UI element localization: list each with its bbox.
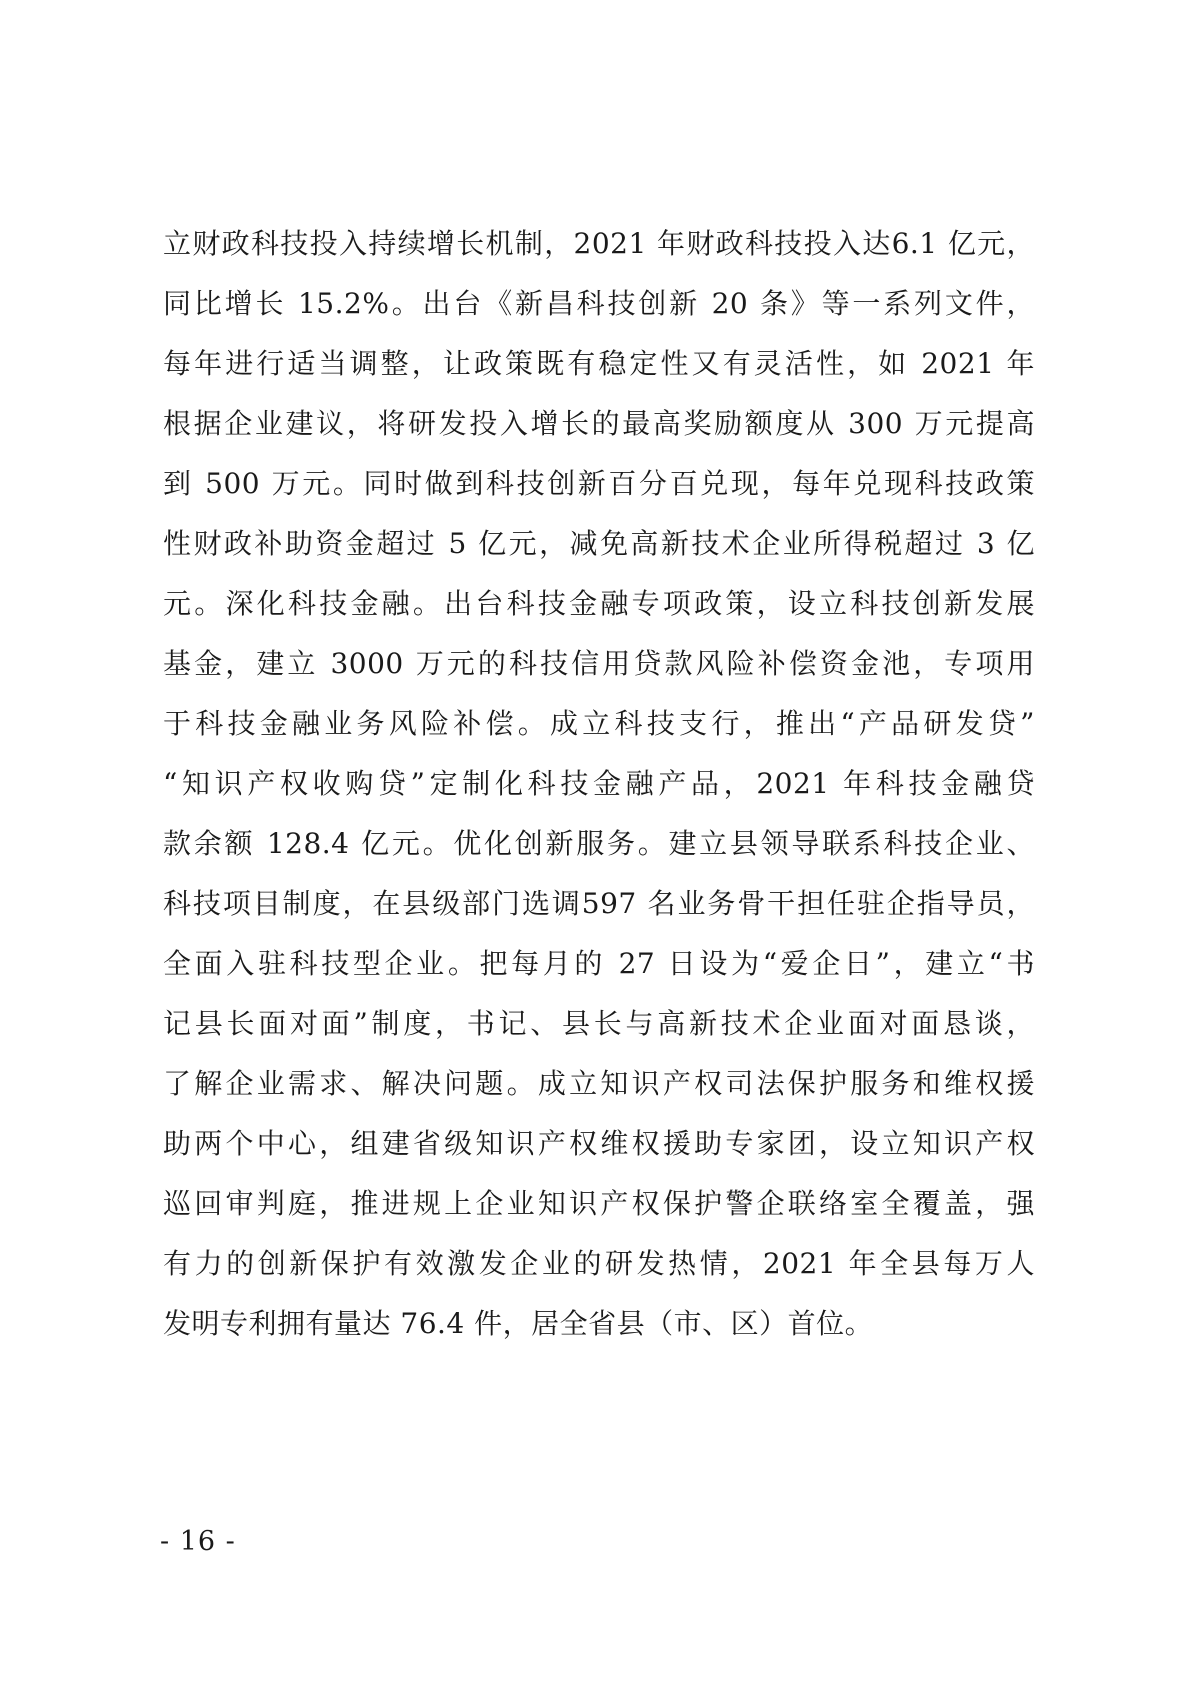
text-line: 巡回审判庭，推进规上企业知识产权保护警企联络室全覆盖，强 — [163, 1187, 1035, 1220]
text-line: 同比增长 15.2%。出台《新昌科技创新 20 条》等一系列文件， — [163, 287, 1035, 320]
text-line: 性财政补助资金超过 5 亿元，减免高新技术企业所得税超过 3 亿 — [163, 527, 1035, 560]
text-line: 立财政科技投入持续增长机制，2021 年财政科技投入达6.1 亿元， — [163, 227, 1035, 260]
text-line: 全面入驻科技型企业。把每月的 27 日设为“爱企日”，建立“书 — [163, 947, 1035, 980]
text-line: 发明专利拥有量达 76.4 件，居全省县（市、区）首位。 — [163, 1307, 874, 1340]
body-paragraph — [163, 214, 1035, 1354]
text-line: 了解企业需求、解决问题。成立知识产权司法保护服务和维权援 — [163, 1067, 1035, 1100]
text-line: 助两个中心，组建省级知识产权维权援助专家团，设立知识产权 — [163, 1127, 1035, 1160]
text-line: 每年进行适当调整，让政策既有稳定性又有灵活性，如 2021 年 — [163, 347, 1035, 380]
text-line: 于科技金融业务风险补偿。成立科技支行，推出“产品研发贷” — [163, 707, 1035, 740]
text-line: “知识产权收购贷”定制化科技金融产品，2021 年科技金融贷 — [163, 767, 1035, 800]
page-number: - 16 - — [160, 1526, 236, 1557]
text-line: 根据企业建议，将研发投入增长的最高奖励额度从 300 万元提高 — [163, 407, 1035, 440]
text-line: 有力的创新保护有效激发企业的研发热情，2021 年全县每万人 — [163, 1247, 1035, 1280]
text-line: 科技项目制度，在县级部门选调597 名业务骨干担任驻企指导员， — [163, 887, 1035, 920]
text-line: 元。深化科技金融。出台科技金融专项政策，设立科技创新发展 — [163, 587, 1035, 620]
text-line: 记县长面对面”制度，书记、县长与高新技术企业面对面恳谈， — [163, 1007, 1035, 1040]
text-line: 到 500 万元。同时做到科技创新百分百兑现，每年兑现科技政策 — [163, 467, 1035, 500]
text-line: 基金，建立 3000 万元的科技信用贷款风险补偿资金池，专项用 — [163, 647, 1035, 680]
text-line: 款余额 128.4 亿元。优化创新服务。建立县领导联系科技企业、 — [163, 827, 1035, 860]
